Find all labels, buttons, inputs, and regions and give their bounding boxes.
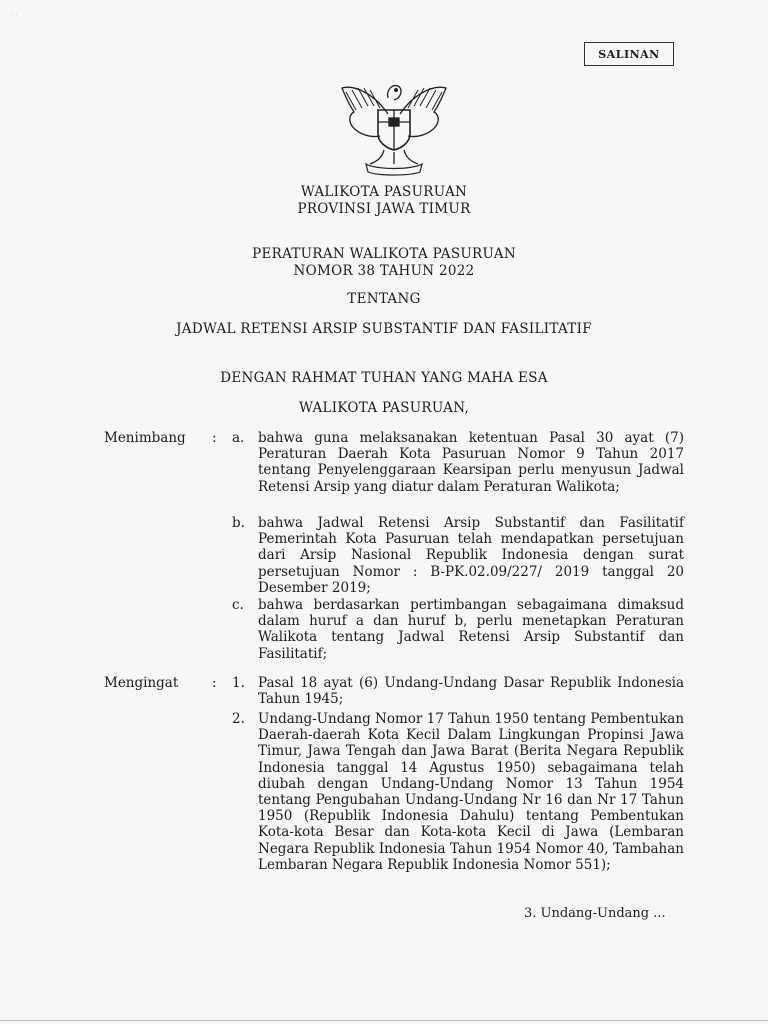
regulation-number: NOMOR 38 TAHUN 2022 — [293, 263, 475, 279]
header-line-2: PROVINSI JAWA TIMUR — [297, 201, 471, 217]
mengingat-item-1: Pasal 18 ayat (6) Undang-Undang Dasar Republik Indonesia Tahun 1945; — [258, 675, 684, 708]
list-marker: 1. — [232, 675, 245, 691]
regulation-title: PERATURAN WALIKOTA PASURUAN — [252, 246, 516, 262]
issuer-line: WALIKOTA PASURUAN, — [298, 400, 470, 416]
list-marker: c. — [232, 597, 244, 613]
regulation-subject: JADWAL RETENSI ARSIP SUBSTANTIF DAN FASILITATIF — [176, 321, 592, 337]
menimbang-item-b: bahwa Jadwal Retensi Arsip Substantif dan Fasilitatif Pemerintah Kota Pasuruan telah mendapatkan persetujuan dari Arsip Nasional Republik Indonesia dengan surat persetujuan Nomor : B-PK.02.09/227/ 2019 tanggal 20 Desember 2019; — [258, 515, 684, 596]
menimbang-label: Menimbang — [104, 430, 186, 446]
about-label: TENTANG — [347, 291, 421, 307]
page-continuation: 3. Undang-Undang ... — [524, 906, 666, 921]
menimbang-item-c: bahwa berdasarkan pertimbangan sebagaimana dimaksud dalam huruf a dan huruf b, perlu menetapkan Peraturan Walikota tentang Jadwal Retensi Arsip Substantif dan Fasilitatif; — [258, 597, 684, 662]
list-marker: b. — [232, 515, 245, 531]
salinan-stamp: SALINAN — [584, 42, 674, 66]
blessing-line: DENGAN RAHMAT TUHAN YANG MAHA ESA — [220, 370, 548, 386]
mengingat-colon: : — [212, 675, 217, 691]
page-edge — [0, 1020, 768, 1021]
mengingat-item-2: Undang-Undang Nomor 17 Tahun 1950 tentang Pembentukan Daerah-daerah Kota Kecil Dalam Lingkungan Propinsi Jawa Timur, Jawa Tengah dan Jawa Barat (Berita Negara Republik Indonesia tanggal 14 Agustus 1950) sebagaimana telah diubah dengan Undang-Undang Nomor 13 Tahun 1954 tentang Pengubahan Undang-Undang Nr 16 dan Nr 17 Tahun 1950 (Republik Indonesia Dahulu) tentang Pembentukan Kota-kota Besar dan Kota-kota Kecil di Jawa (Lembaran Negara Republik Indonesia Tahun 1954 Nomor 40, Tambahan Lembaran Negara Republik Indonesia Nomor 551); — [258, 711, 685, 873]
header-line-1: WALIKOTA PASURUAN — [300, 184, 468, 200]
scan-noise: · · — [10, 10, 18, 19]
menimbang-colon: : — [212, 430, 217, 446]
list-marker: 2. — [232, 711, 245, 727]
list-marker: a. — [232, 430, 245, 446]
mengingat-label: Mengingat — [104, 675, 179, 691]
garuda-emblem-icon — [336, 76, 452, 176]
menimbang-item-a: bahwa guna melaksanakan ketentuan Pasal 30 ayat (7) Peraturan Daerah Kota Pasuruan Nomor 9 Tahun 2017 tentang Penyelenggaraan Kearsipan perlu menyusun Jadwal Retensi Arsip yang diatur dalam Peraturan Walikota; — [258, 430, 684, 495]
